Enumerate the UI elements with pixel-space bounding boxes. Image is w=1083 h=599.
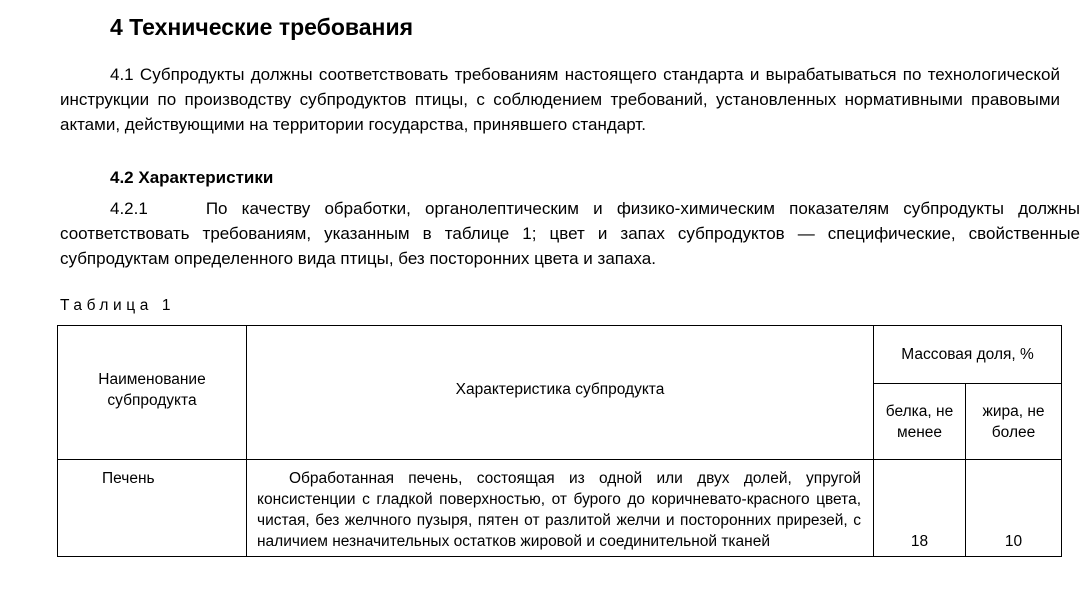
header-fat: жира, не более xyxy=(966,384,1062,460)
header-characteristic: Характеристика субпродукта xyxy=(247,326,874,460)
paragraph-4-2-1-text: По качеству обработки, органолептическим и физико-химическим показателям субпродукты должны соответствовать требованиям, указанным в таблице 1; цвет и запах субпродуктов — специфические, свойственные субпродуктам определенного вида птицы, без посторонних цвета и запаха. xyxy=(60,199,1080,268)
header-mass-fraction: Массовая доля, % xyxy=(874,326,1062,384)
cell-protein: 18 xyxy=(874,460,966,557)
table-caption: Таблица 1 xyxy=(60,297,176,314)
header-name: Наименование субпродукта xyxy=(58,326,247,460)
cell-description xyxy=(247,460,874,557)
paragraph-4-1-text: 4.1 Субпродукты должны соответствовать требованиям настоящего стандарта и вырабатываться по технологической инструкции по производству субпродуктов птицы, с соблюдением требований, установленных нормативными правовыми актами, действующими на территории государства, принявшего стандарт. xyxy=(60,65,1060,134)
table-header-row xyxy=(58,326,1062,384)
table-row xyxy=(58,460,1062,557)
header-protein: белка, не менее xyxy=(874,384,966,460)
cell-fat: 10 xyxy=(966,460,1062,557)
cell-description-text: Обработанная печень, состоящая из одной или двух долей, упругой консистенции с гладкой поверхностью, от бурого до коричневато-красного цвета, чистая, без желчного пузыря, пятен от разлитой желчи и посторонних прирезей, с наличием незначительных остатков жировой и соединительной тканей xyxy=(257,470,861,550)
paragraph-number: 4.2.1 xyxy=(110,199,148,218)
cell-name: Печень xyxy=(58,460,247,557)
requirements-table xyxy=(57,325,1062,557)
paragraph-4-1 xyxy=(60,62,1060,137)
paragraph-4-2-1 xyxy=(60,196,1080,271)
subsection-heading: 4.2 Характеристики xyxy=(110,168,274,187)
section-heading: 4 Технические требования xyxy=(110,14,413,40)
